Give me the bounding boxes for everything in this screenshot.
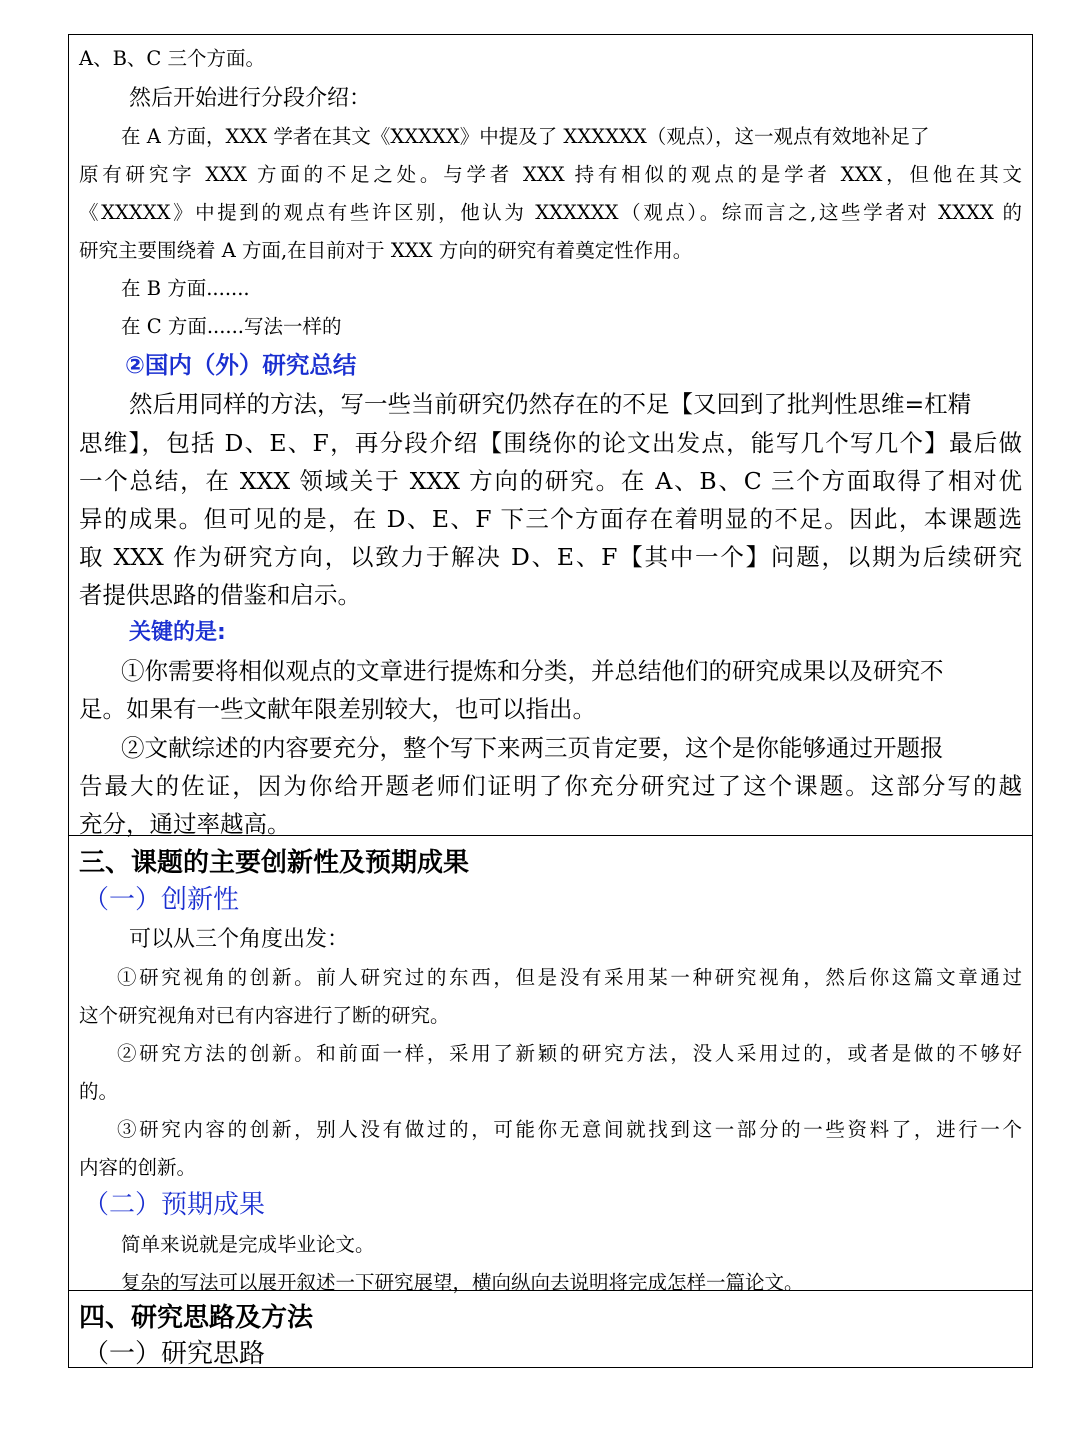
literature-review-cell — [69, 35, 1032, 836]
subsection-title: （一）创新性 — [83, 885, 240, 915]
text-line: ③研究内容的创新，别人没有做过的，可能你无意间就找到这一部分的一些资料了，进行一个 — [117, 1118, 1022, 1141]
text-line: 思维】，包括 D、E、F，再分段介绍【围绕你的论文出发点，能写几个写几个】最后做 — [79, 429, 1022, 457]
section-title: 三、课题的主要创新性及预期成果 — [79, 848, 470, 878]
text-line: 足。如果有一些文献年限差别较大，也可以指出。 — [79, 695, 596, 723]
summary-heading: ②国内（外）研究总结 — [125, 351, 357, 379]
subsection-title: （一）研究思路 — [83, 1339, 266, 1369]
text-line: 这个研究视角对已有内容进行了断的研究。 — [79, 1004, 450, 1027]
text-line: 异的成果。但可见的是，在 D、E、F 下三个方面存在着明显的不足。因此，本课题选 — [79, 505, 1022, 533]
research-approach-cell — [69, 1291, 1032, 1369]
text-line: ①研究视角的创新。前人研究过的东西，但是没有采用某一种研究视角，然后你这篇文章通过 — [117, 966, 1022, 989]
text-line: ②文献综述的内容要充分，整个写下来两三页肯定要，这个是你能够通过开题报 — [121, 734, 944, 762]
innovation-cell — [69, 836, 1032, 1294]
text-line: 告最大的佐证，因为你给开题老师们证明了你充分研究过了这个课题。这部分写的越 — [79, 772, 1022, 800]
subsection-title: （二）预期成果 — [83, 1190, 266, 1220]
text-line: 取 XXX 作为研究方向，以致力于解决 D、E、F【其中一个】问题，以期为后续研究 — [79, 543, 1022, 571]
text-line: 简单来说就是完成毕业论文。 — [121, 1233, 375, 1256]
text-line: 然后用同样的方法，写一些当前研究仍然存在的不足【又回到了批判性思维=杠精 — [129, 390, 972, 418]
text-line: ①你需要将相似观点的文章进行提炼和分类，并总结他们的研究成果以及研究不 — [121, 657, 944, 685]
text-line: 充分，通过率越高。 — [79, 810, 291, 838]
text-line: 的。 — [79, 1080, 119, 1103]
text-line: 在 B 方面....... — [121, 277, 250, 300]
key-heading: 关键的是: — [129, 620, 226, 645]
text-line: 复杂的写法可以展开叙述一下研究展望，横向纵向去说明将完成怎样一篇论文。 — [121, 1271, 804, 1294]
text-line: 者提供思路的借鉴和启示。 — [79, 581, 361, 609]
text-line: 研究主要围绕着 A 方面,在目前对于 XXX 方向的研究有着奠定性作用。 — [79, 239, 693, 262]
text-line: 在 A 方面，XXX 学者在其文《XXXXX》中提及了 XXXXXX（观点），这一观点有效地补足了 — [121, 125, 930, 148]
text-line: 原有研究字 XXX 方面的不足之处。与学者 XXX 持有相似的观点的是学者 XXX，但他在其文 — [79, 163, 1022, 186]
text-line: 一个总结，在 XXX 领域关于 XXX 方向的研究。在 A、B、C 三个方面取得了相对优 — [79, 467, 1022, 495]
document-table — [68, 34, 1033, 1368]
text-line: A、B、C 三个方面。 — [79, 47, 266, 70]
text-line: ②研究方法的创新。和前面一样，采用了新颖的研究方法，没人采用过的，或者是做的不够好 — [117, 1042, 1022, 1065]
text-line: 然后开始进行分段介绍： — [129, 86, 372, 111]
text-line: 可以从三个角度出发： — [129, 927, 350, 952]
section-title: 四、研究思路及方法 — [79, 1303, 314, 1333]
text-line: 在 C 方面......写法一样的 — [121, 315, 342, 338]
text-line: 《XXXXX》中提到的观点有些许区别，他认为 XXXXXX（观点）。综而言之,这些学者对 XXXX 的 — [79, 201, 1022, 224]
text-line: 内容的创新。 — [79, 1156, 197, 1179]
